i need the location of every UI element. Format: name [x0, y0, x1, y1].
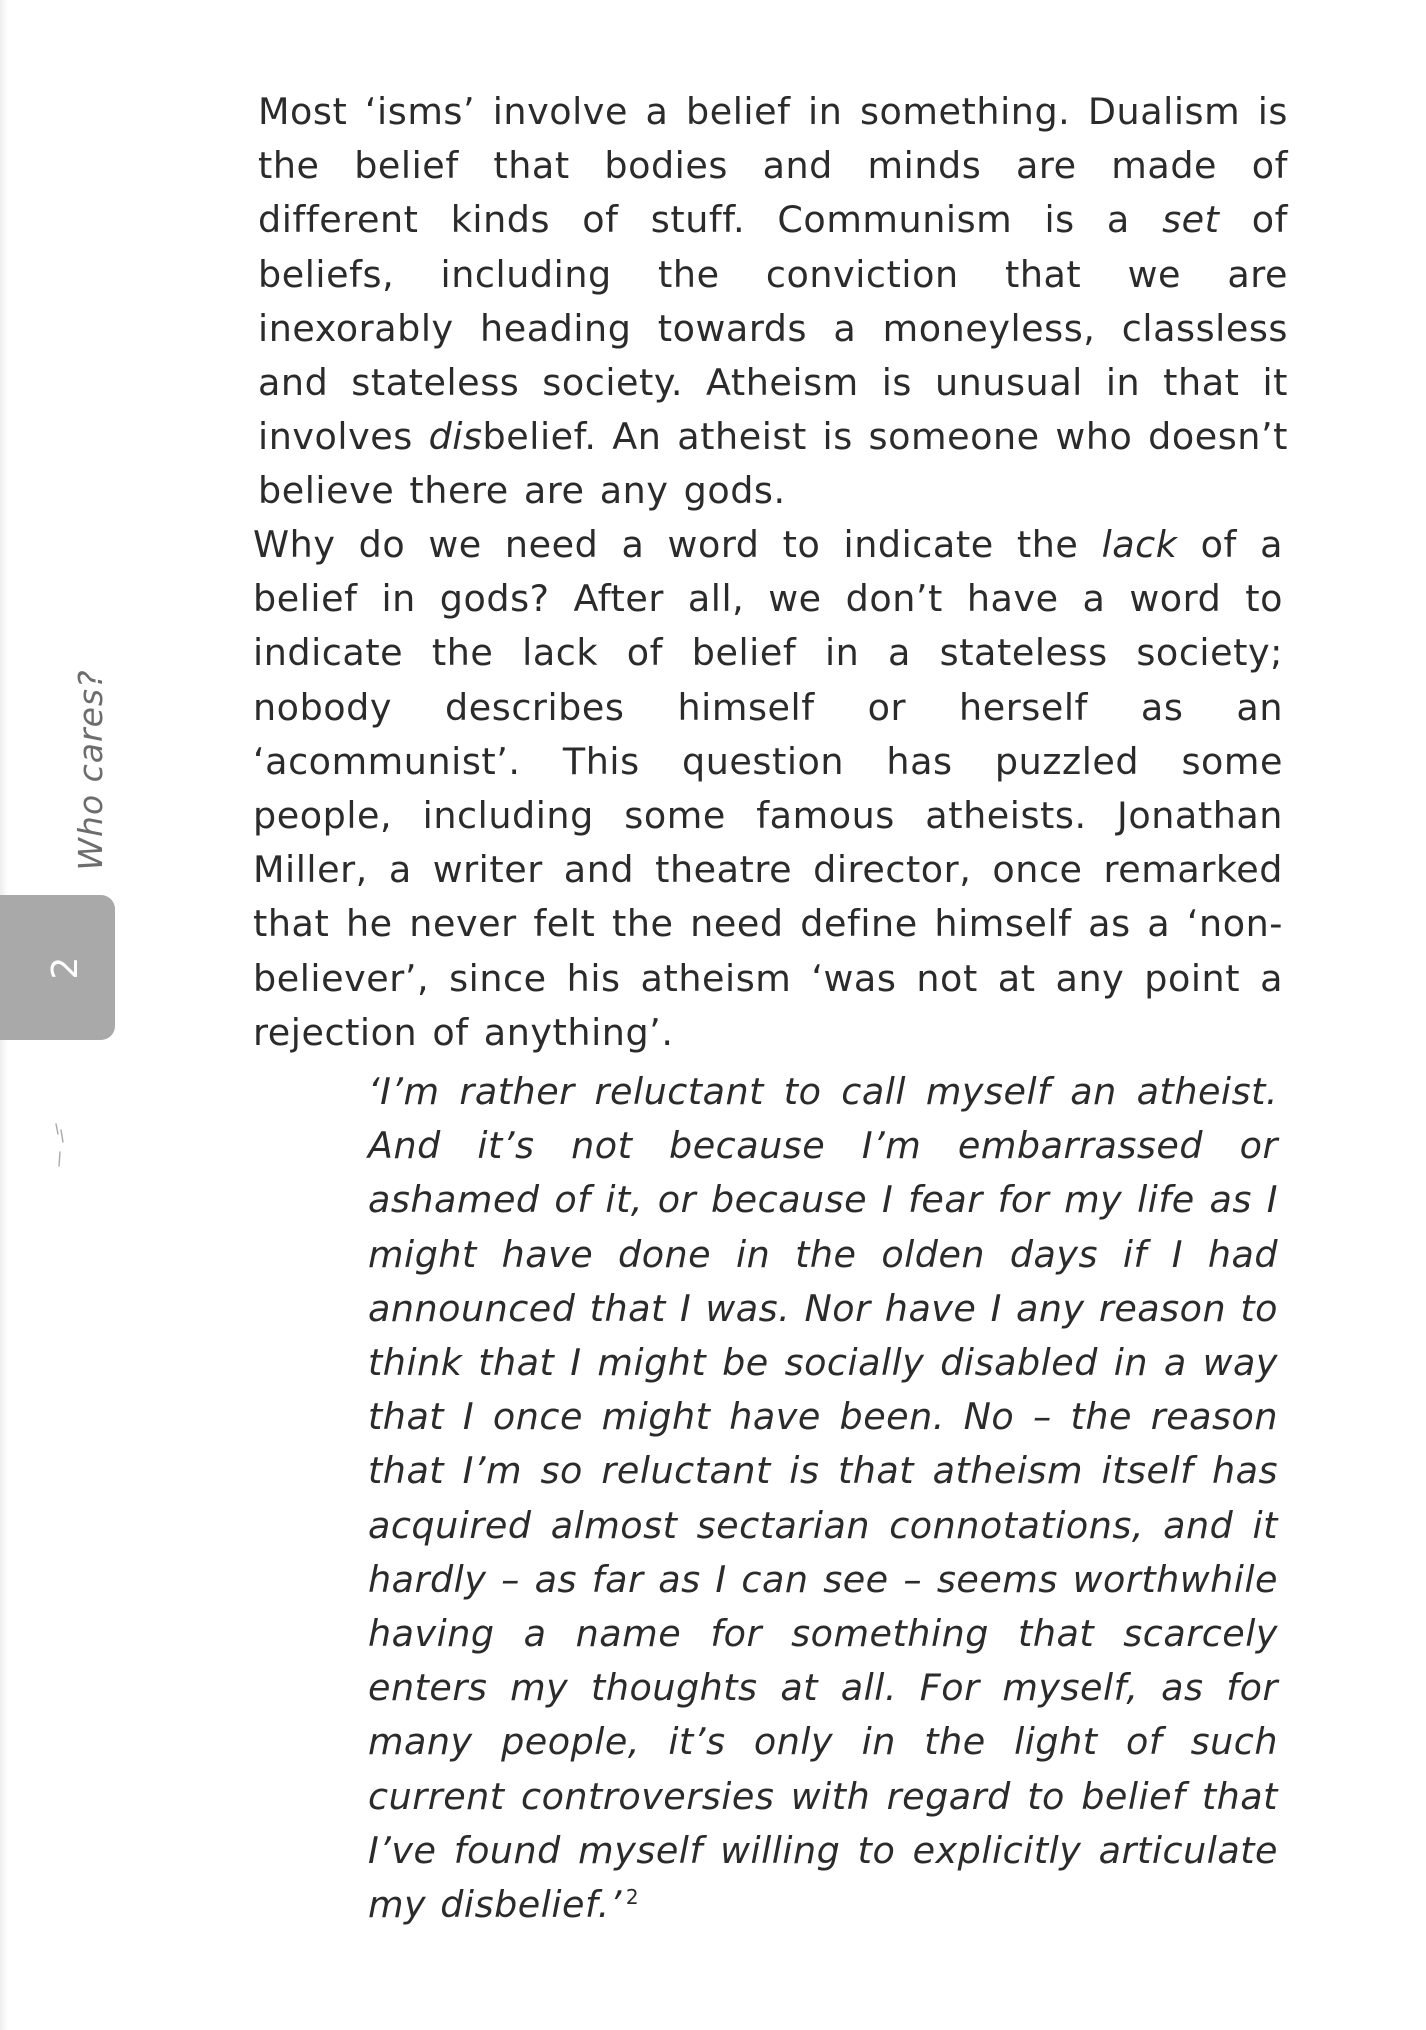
- paragraph-1-run: belief. An atheist is someone who doesn’t believe there are any gods.: [258, 415, 1288, 513]
- italic-run-dis: dis: [428, 415, 483, 459]
- block-quote: [368, 1065, 1278, 1932]
- italic-run-set: set: [1162, 198, 1220, 242]
- quote-text: ‘I’m rather reluctant to call myself an atheist. And it’s not because I’m embarrassed or ashamed of it, or because I fear for my life as I might have done in the olden days if I had announced that I was. Nor have I any reason to think that I might be socially disabled in a way that I once might have been. No – the reason that I’m so reluctant is that atheism itself has acquired almost sectarian connotations, and it hardly – as far as I can see – seems worthwhile having a name for something that scarcely enters my thoughts at all. For myself, as for many people, it’s only in the light of such current controversies with regard to belief that I’ve found myself willing to explicitly articulate my disbelief.’: [368, 1070, 1278, 1927]
- paragraph-1-run: Most ‘isms’ involve a belief in something. Dualism is the belief that bodies and minds are made of different kinds of stuff. Communism is a: [258, 90, 1288, 242]
- body-paragraph-1: [258, 85, 1288, 519]
- paragraph-1-run: of beliefs, including the conviction that we are inexorably heading towards a moneyless, classless and stateless society. Atheism is unusual in that it involves: [258, 198, 1289, 459]
- body-paragraph-2: [253, 518, 1283, 1060]
- footnote-reference[interactable]: 2: [625, 1884, 640, 1909]
- chapter-number: 2: [45, 956, 86, 980]
- running-head-title: Who cares?: [71, 669, 110, 871]
- paragraph-2-run: Why do we need a word to indicate the: [253, 523, 1102, 566]
- italic-run-lack: lack: [1101, 523, 1178, 566]
- paragraph-2-run: of a belief in gods? After all, we don’t have a word to indicate the lack of belief in a stateless society; nobody describes himself or herself as an ‘acommunist’. This question has puzzled some people, including some famous atheists. Jonathan Miller, a writer and theatre director, once remarked that he never felt the need define himself as a ‘non-believer’, since his atheism ‘was not at any point a rejection of anything’.: [253, 523, 1283, 1054]
- pencil-mark-icon: [52, 1122, 68, 1172]
